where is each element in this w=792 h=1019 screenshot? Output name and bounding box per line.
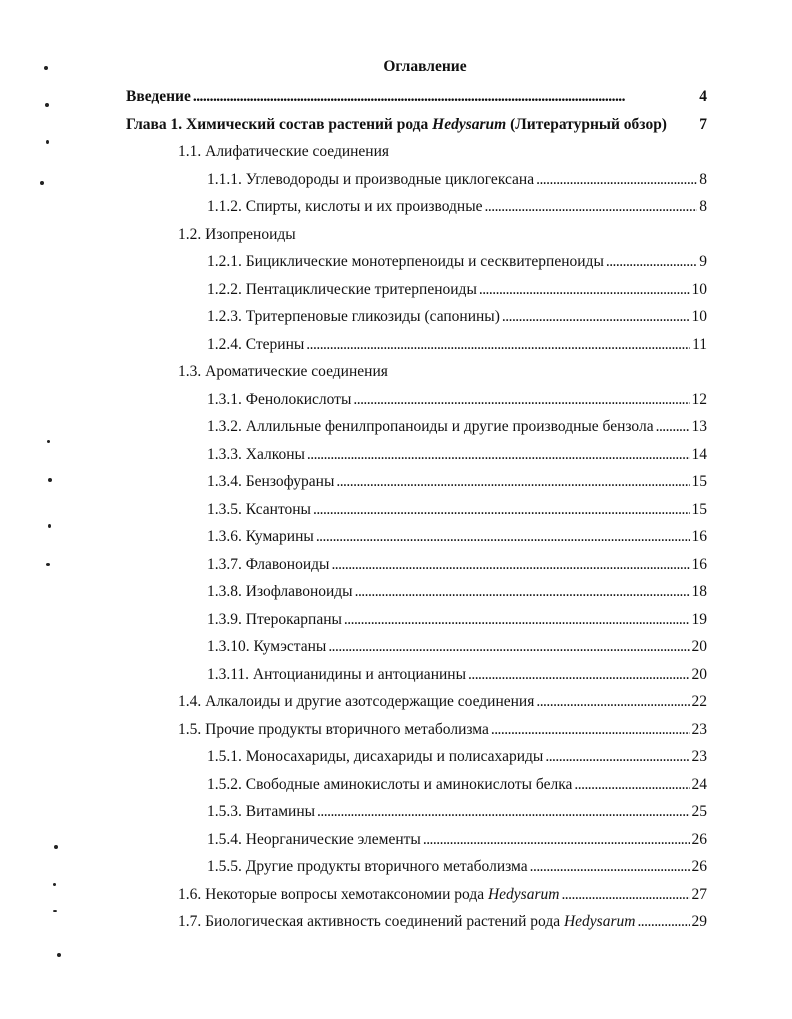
toc-entry[interactable] xyxy=(207,472,707,492)
dot-leader xyxy=(344,610,690,630)
toc-entry[interactable] xyxy=(207,802,707,822)
entry-title: 1.1.1. Углеводороды и производные циклогексана xyxy=(207,170,535,188)
toc-entry[interactable] xyxy=(207,445,707,465)
toc-entry[interactable] xyxy=(207,252,707,272)
entry-title: 1.4. Алкалоиды и другие азотсодержащие соединения xyxy=(178,693,535,710)
entry-title: 1.3.2. Аллильные фенилпропаноиды и другие производные бензола xyxy=(207,418,654,435)
page-number: 20 xyxy=(691,638,707,655)
scan-speck xyxy=(48,478,52,482)
dot-leader xyxy=(423,830,690,850)
page-number: 13 xyxy=(691,418,707,435)
toc-entry[interactable] xyxy=(207,170,707,190)
dot-leader xyxy=(479,280,690,300)
dot-leader xyxy=(536,170,697,190)
scan-speck xyxy=(57,953,61,957)
entry-title: 1.3.6. Кумарины xyxy=(207,528,314,545)
page-number: 23 xyxy=(691,720,707,738)
entry-title: 1.6. Некоторые вопросы хемотаксономии рода xyxy=(178,885,488,903)
scan-speck xyxy=(48,524,51,528)
entry-title: 1.5.2. Свободные аминокислоты и аминокислоты белка xyxy=(207,775,573,793)
page-number: 19 xyxy=(691,610,707,628)
toc-entry[interactable] xyxy=(207,197,707,217)
page-number: 8 xyxy=(699,198,707,215)
entry-title: 1.3.4. Бензофураны xyxy=(207,473,335,490)
dot-leader xyxy=(355,582,690,602)
page-number: 16 xyxy=(691,555,707,573)
entry-title: 1.1.2. Спирты, кислоты и их производные xyxy=(207,198,483,215)
entry-title: 1.5. Прочие продукты вторичного метаболизма xyxy=(178,720,489,738)
dot-leader xyxy=(193,87,697,107)
page-number: 24 xyxy=(691,775,707,793)
toc-entry[interactable] xyxy=(207,610,707,630)
entry-title-suffix: (Литературный обзор) xyxy=(506,115,667,133)
toc-entry[interactable] xyxy=(207,417,707,437)
dot-leader xyxy=(656,417,690,437)
page-number: 12 xyxy=(691,390,707,408)
dot-leader xyxy=(536,692,689,712)
dot-leader xyxy=(353,390,689,410)
toc-entry[interactable] xyxy=(178,362,707,382)
entry-title-italic: Hedysarum xyxy=(487,885,560,903)
scan-speck xyxy=(45,103,49,107)
toc-entry[interactable] xyxy=(207,747,707,767)
dot-leader xyxy=(530,857,690,877)
dot-leader xyxy=(545,747,689,767)
dot-leader xyxy=(316,527,690,547)
toc-entry[interactable] xyxy=(178,912,707,932)
toc-entry[interactable] xyxy=(178,225,707,245)
page-number: 4 xyxy=(699,88,707,105)
dot-leader xyxy=(317,802,689,822)
page-number: 15 xyxy=(691,500,707,518)
entry-title: 1.2.1. Бициклические монотерпеноиды и сесквитерпеноиды xyxy=(207,253,604,270)
scan-speck xyxy=(40,181,44,185)
toc-entry[interactable] xyxy=(207,280,707,300)
toc-entry[interactable] xyxy=(207,555,707,575)
page-number: 8 xyxy=(699,170,707,188)
toc-entry[interactable] xyxy=(178,885,707,905)
dot-leader xyxy=(561,885,689,905)
scan-speck xyxy=(53,910,57,912)
entry-title: 1.3.8. Изофлавоноиды xyxy=(207,583,353,600)
entry-title: 1.2.2. Пентациклические тритерпеноиды xyxy=(207,280,477,298)
page-number: 20 xyxy=(691,665,707,683)
toc-entry[interactable] xyxy=(207,390,707,410)
dot-leader xyxy=(336,472,689,492)
toc-entry[interactable] xyxy=(207,665,707,685)
entry-title: Глава 1. Химический состав растений рода xyxy=(126,115,433,133)
toc-entry[interactable] xyxy=(126,115,707,135)
entry-title: 1.5.1. Моносахариды, дисахариды и полисахариды xyxy=(207,748,544,765)
toc-entry[interactable] xyxy=(126,87,707,107)
entry-title: 1.7. Биологическая активность соединений растений рода xyxy=(178,913,564,930)
toc-title: Оглавление xyxy=(383,58,467,75)
toc-entry[interactable] xyxy=(207,335,707,355)
scan-speck xyxy=(53,883,56,886)
entry-title: 1.3.5. Ксантоны xyxy=(207,500,311,518)
dot-leader xyxy=(491,720,690,740)
toc-entry[interactable] xyxy=(207,775,707,795)
scan-speck xyxy=(46,563,50,566)
toc-entry[interactable] xyxy=(207,307,707,327)
entry-title: 1.3. Ароматические соединения xyxy=(178,363,388,380)
page-number: 18 xyxy=(691,583,707,600)
dot-leader xyxy=(485,197,698,217)
toc-entry[interactable] xyxy=(178,142,707,162)
dot-leader xyxy=(574,775,689,795)
entry-title: 1.3.9. Птерокарпаны xyxy=(207,610,342,628)
scan-speck xyxy=(44,66,48,70)
page-number: 7 xyxy=(699,115,707,133)
dot-leader xyxy=(328,637,689,657)
scan-speck xyxy=(47,440,50,443)
page-number: 26 xyxy=(691,830,707,848)
page-number: 29 xyxy=(691,913,707,930)
page-number: 16 xyxy=(691,528,707,545)
page-number: 14 xyxy=(691,445,707,463)
page-number: 11 xyxy=(692,335,707,353)
entry-title: 1.5.5. Другие продукты вторичного метаболизма xyxy=(207,858,528,875)
toc-entry[interactable] xyxy=(178,692,707,712)
toc-entry[interactable] xyxy=(207,637,707,657)
toc-entry[interactable] xyxy=(207,527,707,547)
entry-title: Введение xyxy=(126,88,191,105)
entry-title: 1.5.4. Неорганические элементы xyxy=(207,830,421,848)
page-number: 10 xyxy=(691,308,707,325)
entry-title: 1.5.3. Витамины xyxy=(207,803,316,820)
scan-speck xyxy=(46,140,49,144)
page-number: 27 xyxy=(691,885,707,903)
toc-entry[interactable] xyxy=(207,857,707,877)
entry-title: 1.1. Алифатические соединения xyxy=(178,143,390,160)
toc-entry[interactable] xyxy=(178,720,707,740)
page-number: 23 xyxy=(691,748,707,765)
page-number: 26 xyxy=(691,858,707,875)
dot-leader xyxy=(313,500,690,520)
entry-title: 1.3.3. Халконы xyxy=(207,445,305,463)
toc-entry[interactable] xyxy=(207,500,707,520)
entry-title: 1.2. Изопреноиды xyxy=(178,225,296,243)
page-number: 10 xyxy=(691,280,707,298)
dot-leader xyxy=(637,912,689,932)
dot-leader xyxy=(331,555,689,575)
scan-speck xyxy=(54,845,58,849)
page-number: 22 xyxy=(691,693,707,710)
entry-title: 1.3.1. Фенолокислоты xyxy=(207,390,352,408)
toc-entry[interactable] xyxy=(207,830,707,850)
dot-leader xyxy=(502,307,690,327)
dot-leader xyxy=(468,665,690,685)
page-number: 9 xyxy=(699,253,707,270)
page-number: 15 xyxy=(691,473,707,490)
entry-title-italic: Hedysarum xyxy=(432,115,507,133)
entry-title: 1.3.10. Кумэстаны xyxy=(207,638,327,655)
toc-entry[interactable] xyxy=(207,582,707,602)
dot-leader xyxy=(606,252,697,272)
entry-title: 1.2.4. Стерины xyxy=(207,335,305,353)
page-number: 25 xyxy=(691,803,707,820)
entry-title: 1.3.7. Флавоноиды xyxy=(207,555,330,573)
entry-title: 1.3.11. Антоцианидины и антоцианины xyxy=(207,665,466,683)
entry-title-italic: Hedysarum xyxy=(563,913,636,930)
dot-leader xyxy=(307,445,690,465)
dot-leader xyxy=(306,335,690,355)
entry-title: 1.2.3. Тритерпеновые гликозиды (сапонины) xyxy=(207,308,500,325)
